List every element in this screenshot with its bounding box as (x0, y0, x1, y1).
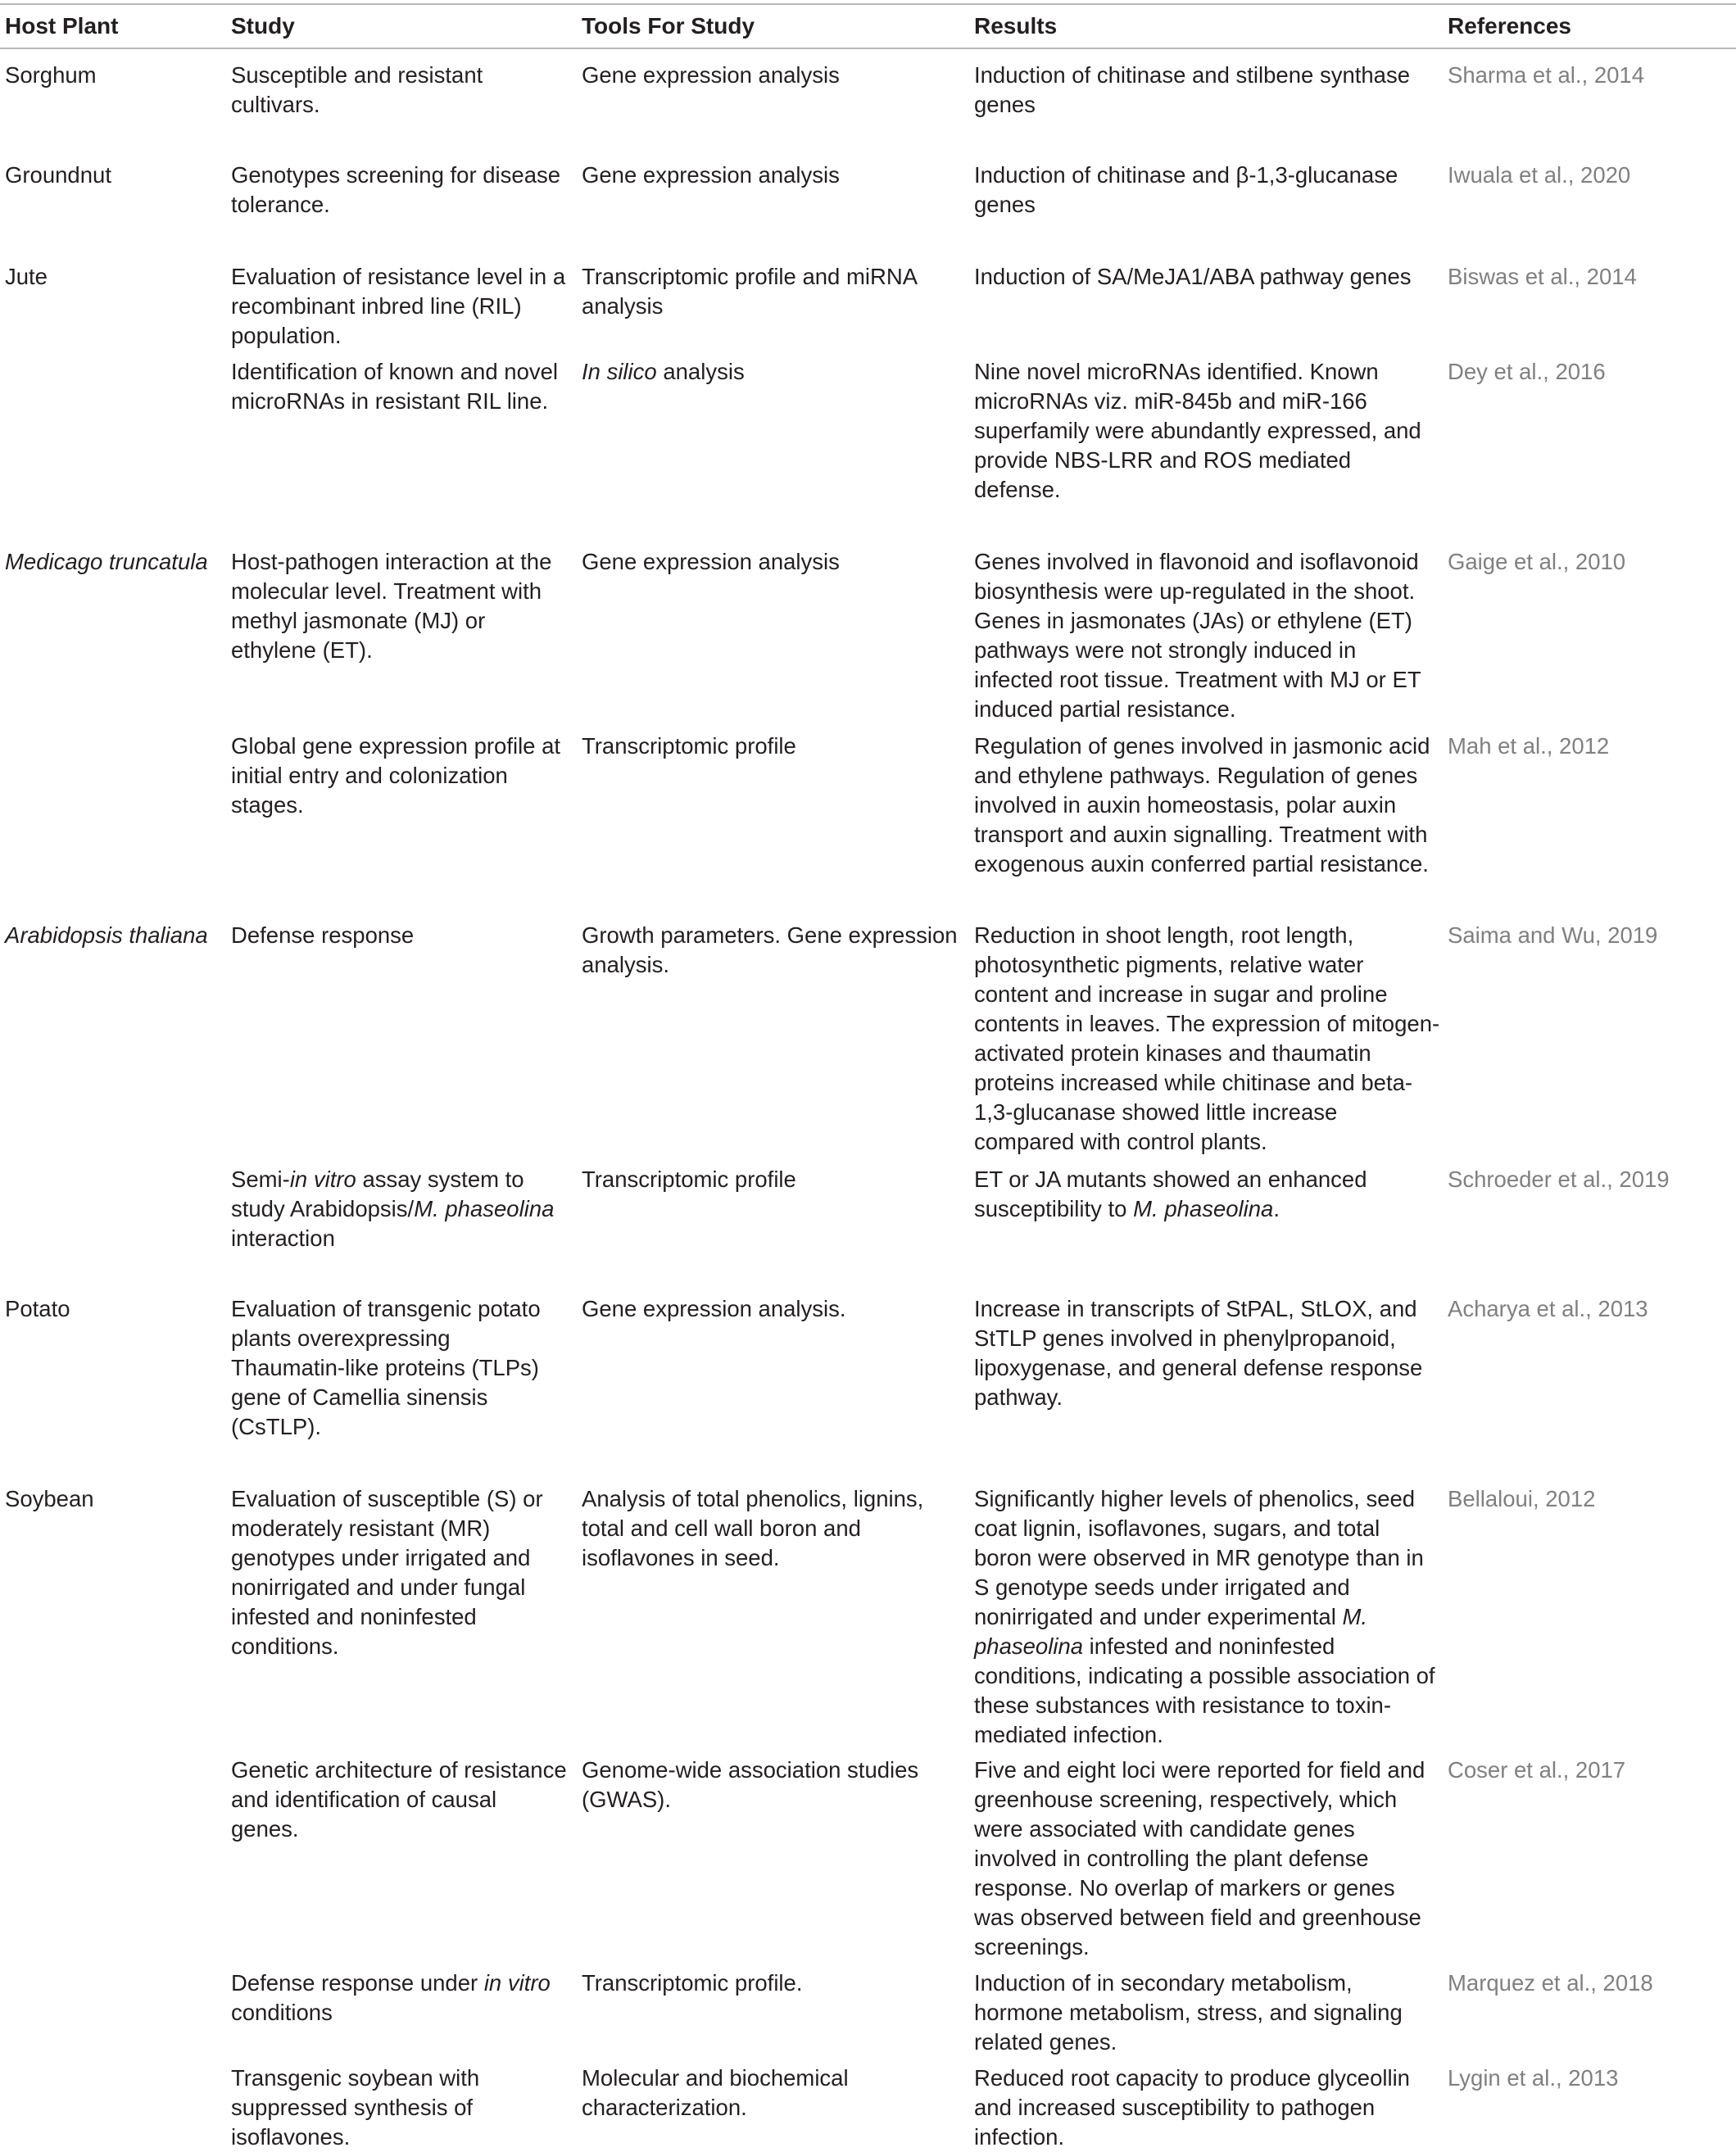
reference-cell: Mah et al., 2012 (1448, 733, 1610, 759)
reference-cell: Acharya et al., 2013 (1448, 1296, 1648, 1321)
results-cell: Induction of in secondary metabolism, hormone metabolism, stress, and signaling related genes. (974, 1970, 1403, 2055)
reference-cell: Sharma et al., 2014 (1448, 62, 1645, 88)
results-cell (974, 1484, 1441, 1750)
tools-cell: Transcriptomic profile and miRNA analysis (582, 264, 917, 319)
results-text: . (1273, 1196, 1280, 1221)
results-cell: Induction of chitinase and stilbene synthase genes (974, 62, 1411, 117)
study-cell (231, 1165, 567, 1253)
study-cell: Evaluation of susceptible (S) or moderately resistant (MR) genotypes under irrigated and nonirrigated and under fungal infested and noninfested conditions. (231, 1486, 543, 1659)
reference-cell: Marquez et al., 2018 (1448, 1970, 1653, 1996)
results-cell: Regulation of genes involved in jasmonic acid and ethylene pathways. Regulation of genes involved in auxin homeostasis, polar auxin transport and auxin signalling. Treatment with exogenous auxin conferred partial resistance. (974, 733, 1430, 877)
header-results: Results (974, 13, 1058, 39)
reference-cell: Coser et al., 2017 (1448, 1757, 1626, 1783)
study-cell: Genetic architecture of resistance and identification of causal genes. (231, 1757, 567, 1842)
tools-cell: Gene expression analysis. (582, 1296, 846, 1321)
results-cell: Increase in transcripts of StPAL, StLOX, and StTLP genes involved in phenylpropanoid, lipoxygenase, and general defense response pathway. (974, 1296, 1423, 1410)
study-cell: Evaluation of transgenic potato plants overexpressing Thaumatin-like proteins (TLPs) gene of Camellia sinensis (CsTLP). (231, 1296, 541, 1439)
tools-cell: Gene expression analysis (582, 62, 840, 88)
tools-cell: Molecular and biochemical characterization. (582, 2065, 849, 2120)
study-text: Semi- (231, 1167, 290, 1192)
tools-italic-text: In silico (582, 359, 657, 384)
study-cell: Genotypes screening for disease tolerance. (231, 162, 561, 217)
table-header-rule (0, 48, 1736, 49)
reference-cell: Bellaloui, 2012 (1448, 1486, 1596, 1511)
results-cell: Reduced root capacity to produce glyceollin and increased susceptibility to pathogen infection. (974, 2065, 1410, 2150)
reference-cell: Dey et al., 2016 (1448, 359, 1606, 384)
results-text: Significantly higher levels of phenolics, seed coat lignin, isoflavones, sugars, and total boron were observed in MR genotype than in S genotype seeds under irrigated and nonirrigated and under experimental (974, 1486, 1424, 1629)
study-italic-text: in vitro (483, 1970, 551, 1996)
study-text: conditions (231, 2000, 333, 2025)
host-plant-cell: Soybean (5, 1486, 94, 1511)
tools-cell (582, 357, 967, 387)
header-tools: Tools For Study (582, 13, 755, 39)
results-text: infested and noninfested conditions, indicating a possible association of these substances with resistance to toxin-mediated infection. (974, 1633, 1435, 1747)
host-plant-cell: Sorghum (5, 62, 97, 88)
reference-cell: Gaige et al., 2010 (1448, 549, 1626, 574)
study-italic-text: M. phaseolina (414, 1196, 555, 1221)
host-plant-cell: Arabidopsis thaliana (5, 922, 208, 948)
table-top-rule (0, 3, 1736, 5)
reference-cell: Schroeder et al., 2019 (1448, 1167, 1670, 1192)
host-plant-cell: Groundnut (5, 162, 111, 188)
results-cell: Genes involved in flavonoid and isoflavonoid biosynthesis were up-regulated in the shoot. Genes in jasmonates (JAs) or ethylene (ET) pathways were not strongly induced in infected root tissue. Treatment with MJ or ET induced partial resistance. (974, 549, 1421, 722)
results-cell (974, 1165, 1441, 1224)
tools-cell: Transcriptomic profile. (582, 1970, 803, 1996)
study-text: Defense response under (231, 1970, 484, 1996)
tools-cell: Genome-wide association studies (GWAS). (582, 1757, 919, 1812)
results-cell: Induction of SA/MeJA1/ABA pathway genes (974, 264, 1412, 289)
study-text: assay system to study Arabidopsis/ (231, 1167, 524, 1221)
results-italic-text: M. phaseolina (1133, 1196, 1274, 1221)
study-cell: Host-pathogen interaction at the molecular level. Treatment with methyl jasmonate (MJ) or ethylene (ET). (231, 549, 552, 663)
tools-cell: Growth parameters. Gene expression analysis. (582, 922, 958, 977)
tools-cell: Gene expression analysis (582, 549, 840, 574)
study-cell: Transgenic soybean with suppressed synthesis of isoflavones. (231, 2065, 480, 2150)
reference-cell: Biswas et al., 2014 (1448, 264, 1637, 289)
header-study: Study (231, 13, 295, 39)
study-cell: Global gene expression profile at initial entry and colonization stages. (231, 733, 561, 818)
reference-cell: Iwuala et al., 2020 (1448, 162, 1631, 188)
study-cell: Susceptible and resistant cultivars. (231, 62, 483, 117)
tools-cell: Analysis of total phenolics, lignins, total and cell wall boron and isoflavones in seed. (582, 1486, 924, 1570)
results-cell: Induction of chitinase and β-1,3-glucanase genes (974, 162, 1398, 217)
study-cell: Evaluation of resistance level in a recombinant inbred line (RIL) population. (231, 264, 566, 348)
host-plant-cell: Potato (5, 1296, 70, 1321)
host-plant-cell: Jute (5, 264, 48, 289)
tools-cell: Transcriptomic profile (582, 733, 796, 759)
study-cell (231, 1969, 567, 2027)
tools-text: analysis (656, 359, 745, 384)
header-host-plant: Host Plant (5, 13, 119, 39)
study-cell: Identification of known and novel microRNAs in resistant RIL line. (231, 359, 559, 414)
study-italic-text: in vitro (289, 1167, 356, 1192)
reference-cell: Lygin et al., 2013 (1448, 2065, 1619, 2091)
study-text: interaction (231, 1226, 335, 1251)
results-text: ET or JA mutants showed an enhanced susceptibility to (974, 1167, 1367, 1221)
results-italic-text: M. phaseolina (974, 1604, 1368, 1659)
reference-cell: Saima and Wu, 2019 (1448, 922, 1658, 948)
tools-cell: Transcriptomic profile (582, 1167, 796, 1192)
results-cell: Reduction in shoot length, root length, photosynthetic pigments, relative water content and increase in sugar and proline contents in leaves. The expression of mitogen-activated protein kinases and thaumatin proteins increased while chitinase and beta-1,3-glucanase showed little increase compared with control plants. (974, 922, 1440, 1154)
header-references: References (1448, 13, 1571, 39)
host-plant-cell: Medicago truncatula (5, 549, 208, 574)
results-cell: Nine novel microRNAs identified. Known microRNAs viz. miR-845b and miR-166 superfamily were abundantly expressed, and provide NBS-LRR and ROS mediated defense. (974, 359, 1421, 502)
tools-cell: Gene expression analysis (582, 162, 840, 188)
results-cell: Five and eight loci were reported for field and greenhouse screening, respectively, which were associated with candidate genes involved in controlling the plant defense response. No overlap of markers or genes was observed between field and greenhouse screenings. (974, 1757, 1426, 1959)
study-cell: Defense response (231, 922, 415, 948)
